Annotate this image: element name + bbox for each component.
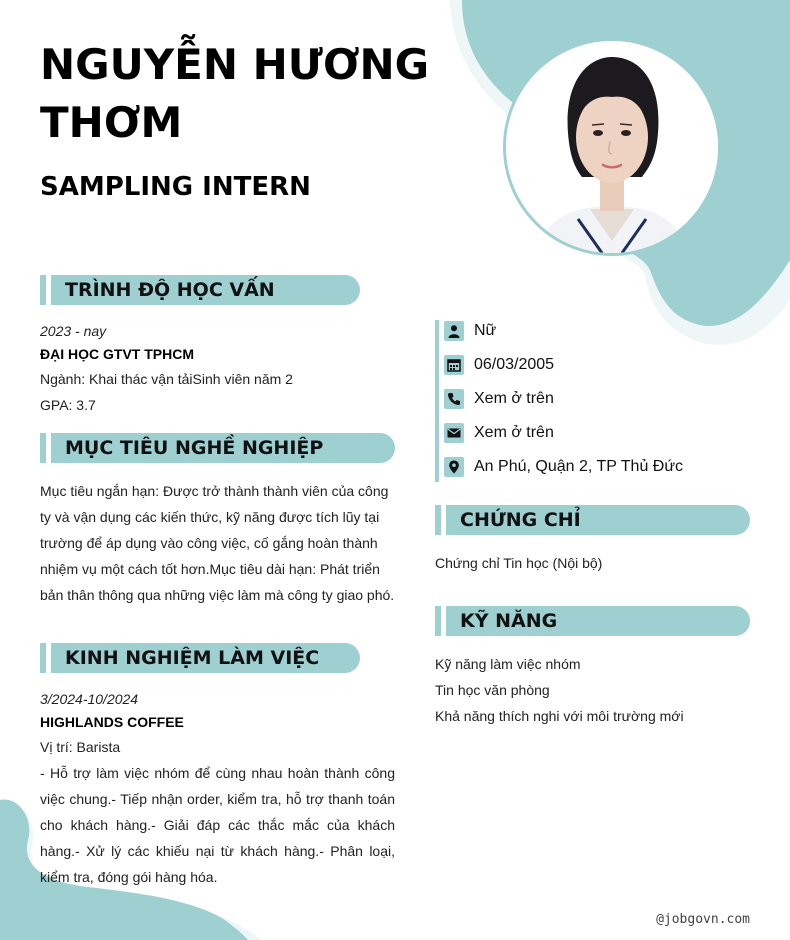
email-text: Xem ở trên: [474, 424, 554, 441]
section-header-experience: [40, 643, 360, 673]
education-period: 2023 - nay: [40, 323, 107, 339]
certificate-item: Chứng chỉ Tin học (Nội bộ): [435, 555, 603, 571]
info-accent-bar: [435, 320, 439, 482]
candidate-name: NGUYỄN HƯƠNG THƠM: [40, 40, 430, 147]
calendar-icon: [444, 355, 464, 375]
education-gpa: GPA: 3.7: [40, 397, 96, 413]
experience-description: - Hỗ trợ làm việc nhóm để cùng nhau hoàn thành công việc chung.- Tiếp nhận order, kiểm tra, hỗ trợ thanh toán cho khách hàng.- Giải đáp các thắc mắc của khách hàng.- Xử lý các khiếu nại từ khách hàng.- Phân loại, kiểm tra, đóng gói hàng hóa.: [40, 765, 395, 885]
certificates-title: CHỨNG CHỈ: [460, 509, 581, 531]
experience-title: KINH NGHIỆM LÀM VIỆC: [65, 647, 320, 669]
address-text: An Phú, Quận 2, TP Thủ Đức: [474, 458, 684, 475]
birthdate-text: 06/03/2005: [474, 356, 555, 373]
portrait-illustration: [506, 41, 718, 253]
experience-company: HIGHLANDS COFFEE: [40, 714, 184, 730]
footer-credit: @jobgovn.com: [656, 912, 750, 927]
user-icon: [444, 321, 464, 341]
skill-item: Khả năng thích nghi với môi trường mới: [435, 708, 684, 724]
experience-period: 3/2024-10/2024: [40, 691, 139, 707]
objective-text: Mục tiêu ngắn hạn: Được trở thành thành viên của công ty và vận dụng các kiến thức, kỹ năng được tích lũy tại trường để áp dụng vào công việc, cố gắng hoàn thành nhiệm vụ một cách tốt hơn.Mục tiêu dài hạn: Phát triển bản thân thông qua những việc làm mà công ty giao phó.: [40, 483, 395, 603]
location-pin-icon: [444, 457, 464, 477]
education-school: ĐẠI HỌC GTVT TPHCM: [40, 346, 194, 362]
phone-icon: [444, 389, 464, 409]
objective-title: MỤC TIÊU NGHỀ NGHIỆP: [65, 437, 324, 459]
education-title: TRÌNH ĐỘ HỌC VẤN: [65, 279, 275, 301]
section-header-certificates: [435, 505, 750, 535]
education-major: Ngành: Khai thác vận tảiSinh viên năm 2: [40, 371, 293, 387]
gender-text: Nữ: [474, 322, 497, 339]
job-title: SAMPLING INTERN: [40, 172, 311, 202]
phone-text: Xem ở trên: [474, 390, 554, 407]
skills-title: KỸ NĂNG: [460, 610, 558, 632]
section-header-education: [40, 275, 360, 305]
experience-position: Vị trí: Barista: [40, 739, 121, 755]
skill-item: Kỹ năng làm việc nhóm: [435, 656, 581, 672]
section-header-objective: [40, 433, 395, 463]
section-header-skills: [435, 606, 750, 636]
profile-photo: [503, 38, 721, 256]
mail-icon: [444, 423, 464, 443]
skill-item: Tin học văn phòng: [435, 682, 550, 698]
